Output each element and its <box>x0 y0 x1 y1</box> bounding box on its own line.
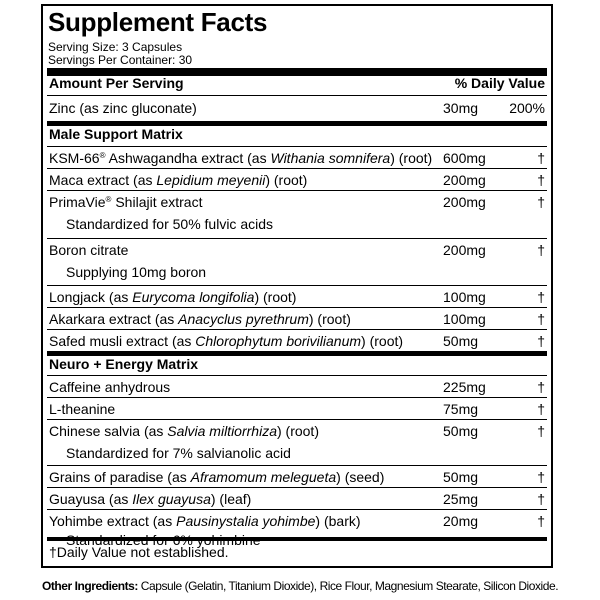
dagger-mark: † <box>537 379 545 395</box>
ingredient-amount: 25mg <box>443 491 479 507</box>
ingredient-amount: 200mg <box>443 242 486 258</box>
dagger-mark: † <box>537 194 545 210</box>
ingredient-name: Longjack (as <box>49 289 133 305</box>
dagger-mark: † <box>537 242 545 258</box>
dagger-mark: † <box>537 150 545 166</box>
dagger-mark: † <box>537 311 545 327</box>
dagger-mark: † <box>537 491 545 507</box>
registered-mark: ® <box>105 195 112 204</box>
section-header-male-support <box>47 123 547 145</box>
amount-per-serving-label: Amount Per Serving <box>49 75 184 91</box>
ingredient-amount: 50mg <box>443 469 479 485</box>
registered-mark: ® <box>99 151 106 160</box>
section-header-neuro-energy <box>47 353 547 375</box>
column-header-row <box>47 72 547 94</box>
dagger-mark: † <box>537 469 545 485</box>
section-title: Neuro + Energy Matrix <box>49 356 198 372</box>
ingredient-row: Longjack (as Eurycoma longifolia) (root) 100mg † <box>47 285 547 308</box>
ingredient-amount: 100mg <box>443 289 486 305</box>
latin-name: Anacyclus pyrethrum <box>178 311 309 327</box>
latin-name: Pausinystalia yohimbe <box>176 513 316 529</box>
latin-name: Withania somnifera <box>270 150 391 166</box>
ingredient-name: Caffeine anhydrous <box>49 379 171 395</box>
section-title: Male Support Matrix <box>49 126 183 142</box>
ingredient-amount: 100mg <box>443 311 486 327</box>
serving-size: Serving Size: 3 Capsules <box>48 40 183 54</box>
ingredient-row: KSM-66® Ashwagandha extract (as Withania somnifera) (root) 600mg † <box>47 146 547 169</box>
ingredient-name: Maca extract (as <box>49 172 157 188</box>
ingredient-row <box>47 238 547 261</box>
ingredient-name: Akarkara extract (as <box>49 311 179 327</box>
dagger-mark: † <box>537 513 545 529</box>
ingredient-amount: 200mg <box>443 172 486 188</box>
daily-value-footnote: †Daily Value not established. <box>49 544 229 560</box>
latin-name: Salvia miltiorrhiza <box>167 423 277 439</box>
ingredient-row: Akarkara extract (as Anacyclus pyrethrum) (root) 100mg † <box>47 307 547 330</box>
nutrient-amount: 30mg <box>443 100 479 116</box>
ingredient-name: Boron citrate <box>49 242 129 258</box>
ingredient-row: Maca extract (as Lepidium meyenii) (root) 200mg † <box>47 168 547 191</box>
ingredient-subnote: Standardized for 7% salvianolic acid <box>66 445 291 461</box>
latin-name: Eurycoma longifolia <box>132 289 255 305</box>
ingredient-name: KSM-66 <box>49 150 100 166</box>
dagger-mark: † <box>537 289 545 305</box>
thin-rule <box>47 95 547 96</box>
ingredient-amount: 225mg <box>443 379 486 395</box>
ingredient-row <box>47 375 547 398</box>
ingredient-amount: 200mg <box>443 194 486 210</box>
dagger-mark: † <box>537 401 545 417</box>
panel-title: Supplement Facts <box>48 7 268 37</box>
nutrient-name: Zinc (as zinc gluconate) <box>49 100 197 116</box>
ingredient-name: L-theanine <box>49 401 116 417</box>
dagger-mark: † <box>537 333 545 349</box>
ingredient-name: Grains of paradise (as <box>49 469 191 485</box>
ingredient-row <box>47 397 547 420</box>
latin-name: Lepidium meyenii <box>156 172 266 188</box>
ingredient-amount: 600mg <box>443 150 486 166</box>
ingredient-amount: 20mg <box>443 513 479 529</box>
ingredient-amount: 50mg <box>443 423 479 439</box>
thick-rule <box>47 537 547 541</box>
latin-name: Aframomum melegueta <box>190 469 337 485</box>
ingredient-name: Guayusa (as <box>49 491 133 507</box>
nutrient-dv: 200% <box>509 100 545 116</box>
ingredient-subnote: Standardized for 50% fulvic acids <box>66 216 273 232</box>
other-ingredients-label: Other Ingredients: <box>42 579 138 593</box>
latin-name: Chlorophytum borivilianum <box>195 333 362 349</box>
ingredient-name: PrimaVie <box>49 194 106 210</box>
latin-name: Ilex guayusa <box>132 491 211 507</box>
ingredient-row: Safed musli extract (as Chlorophytum borivilianum) (root) 50mg † <box>47 329 547 352</box>
ingredient-name: Chinese salvia (as <box>49 423 168 439</box>
other-ingredients <box>42 578 558 594</box>
ingredient-amount: 75mg <box>443 401 479 417</box>
dagger-mark: † <box>537 423 545 439</box>
ingredient-row: Grains of paradise (as Aframomum melegueta) (seed) 50mg † <box>47 465 547 488</box>
servings-per-container: Servings Per Container: 30 <box>48 53 193 67</box>
nutrient-row-zinc <box>47 97 547 119</box>
ingredient-name: Yohimbe extract (as <box>49 513 177 529</box>
ingredient-row: Yohimbe extract (as Pausinystalia yohimbe) (bark) 20mg † <box>47 509 547 532</box>
ingredient-amount: 50mg <box>443 333 479 349</box>
ingredient-name: Safed musli extract (as <box>49 333 196 349</box>
daily-value-label: % Daily Value <box>454 75 545 91</box>
ingredient-row: Guayusa (as Ilex guayusa) (leaf) 25mg † <box>47 487 547 510</box>
supplement-facts-panel <box>41 4 553 568</box>
ingredient-subnote: Supplying 10mg boron <box>66 264 207 280</box>
dagger-mark: † <box>537 172 545 188</box>
ingredient-row: Chinese salvia (as Salvia miltiorrhiza) (root) 50mg † <box>47 419 547 442</box>
ingredient-row: PrimaVie® Shilajit extract 200mg † <box>47 190 547 213</box>
other-ingredients-text: Capsule (Gelatin, Titanium Dioxide), Rice Flour, Magnesium Stearate, Silicon Dioxide. <box>137 579 559 593</box>
